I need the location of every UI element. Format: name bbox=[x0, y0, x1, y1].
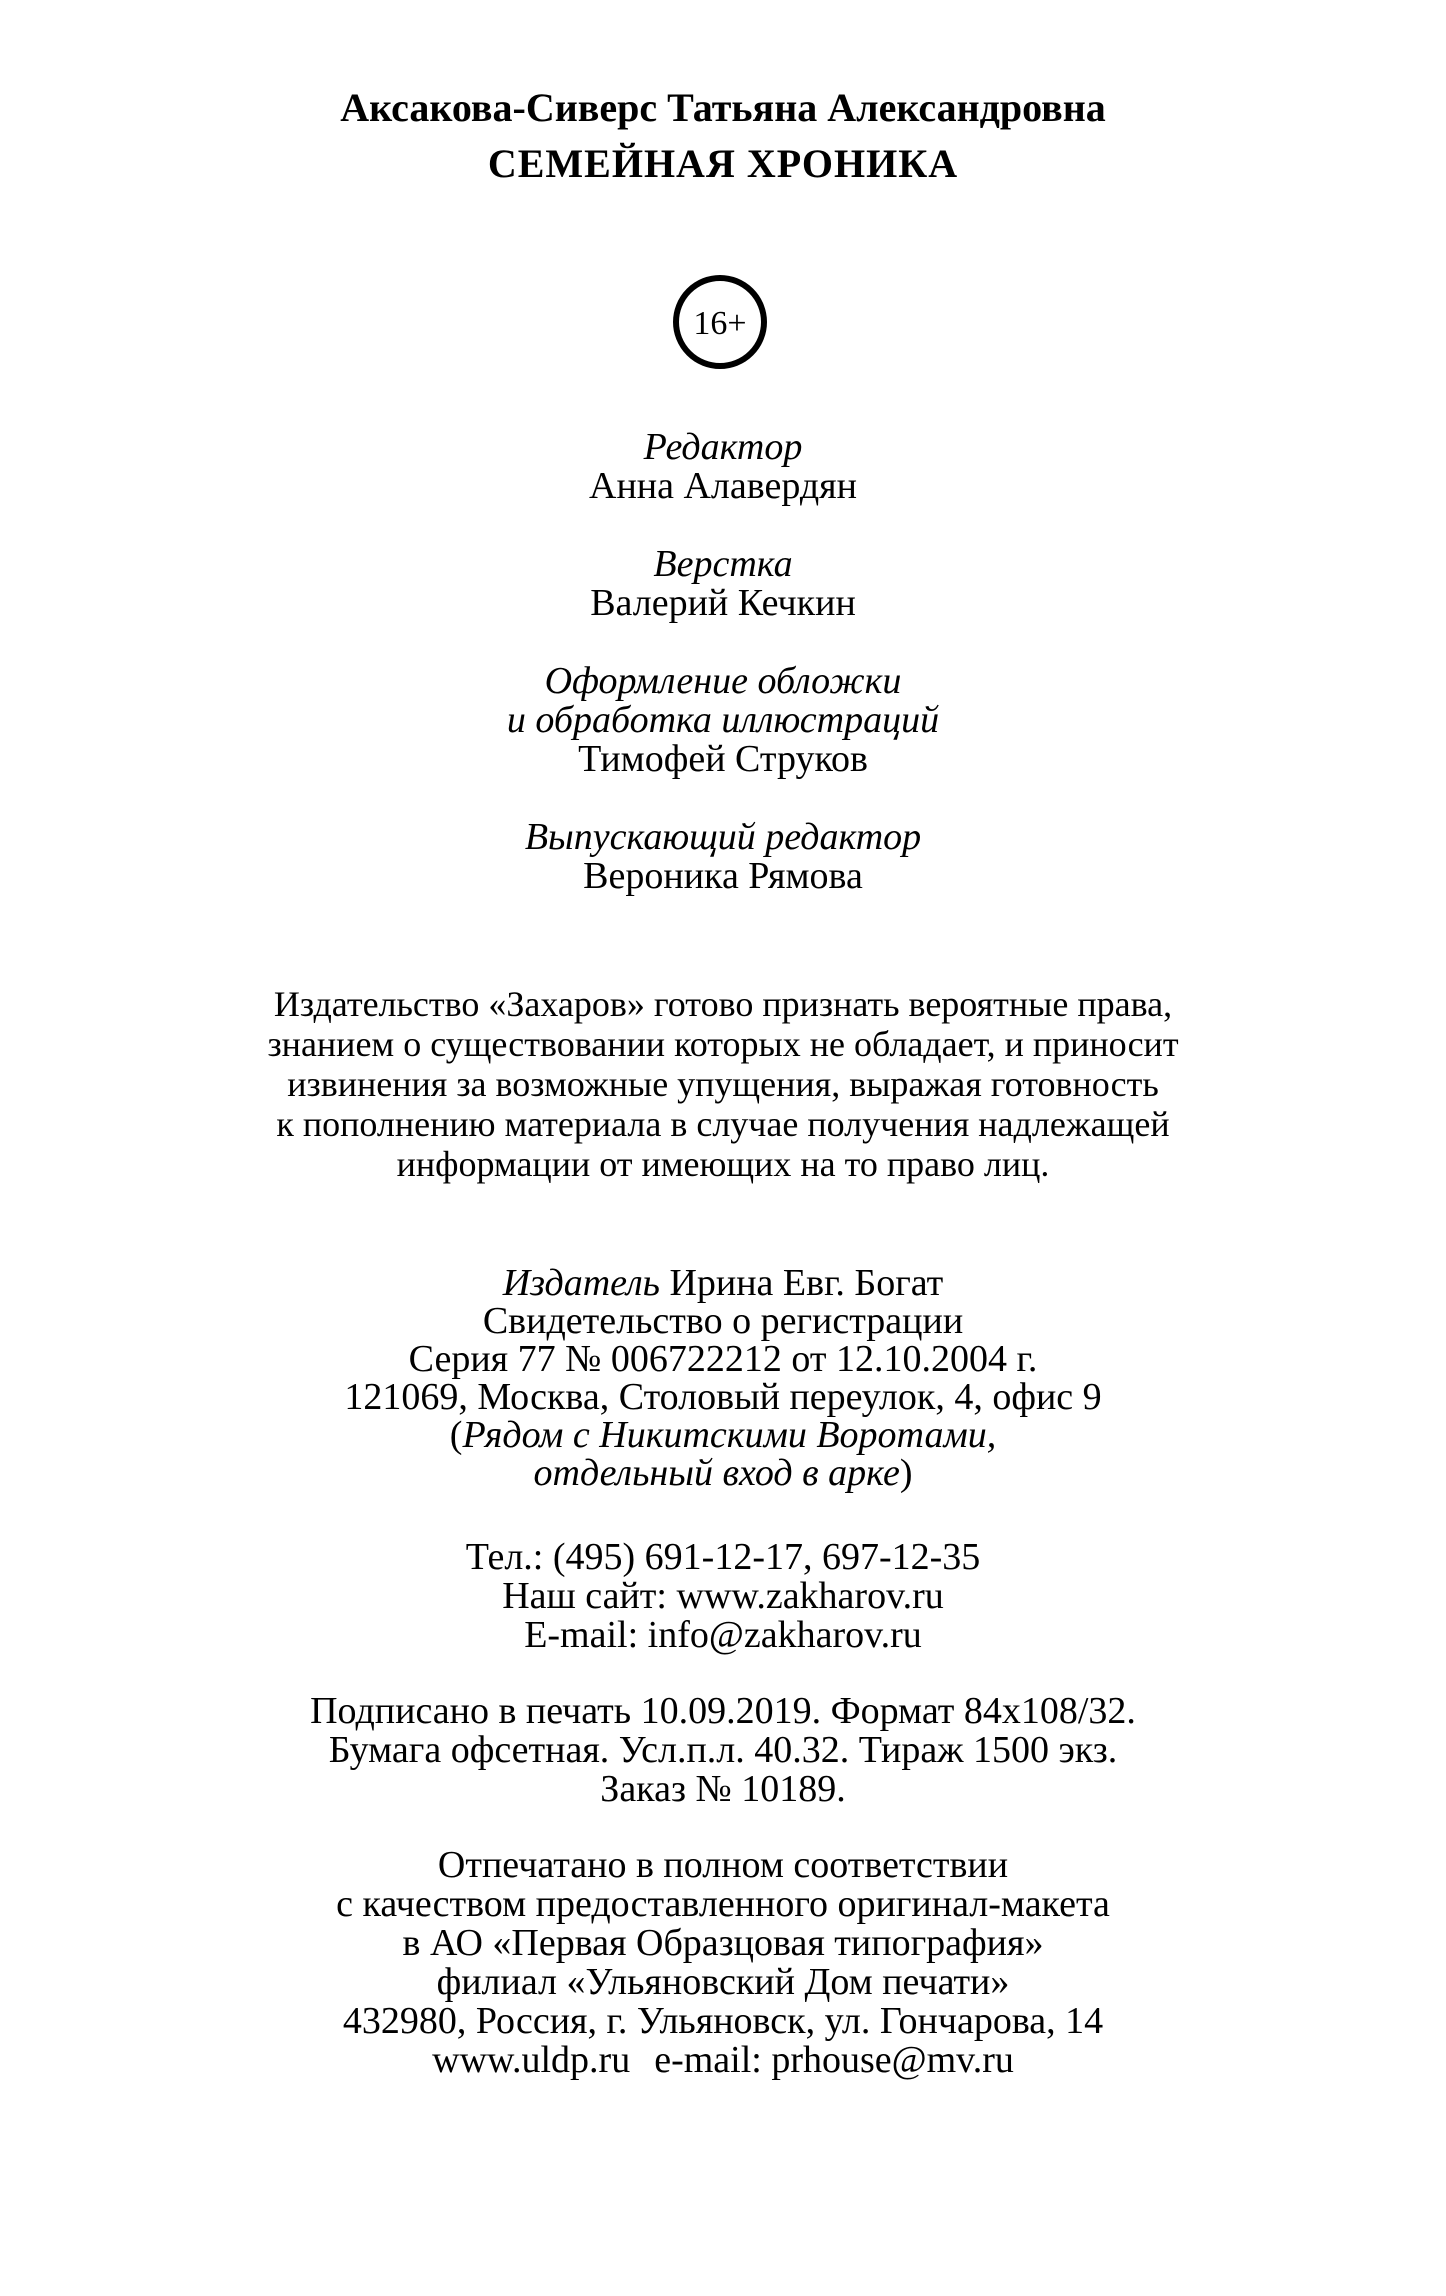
publisher-info bbox=[0, 1264, 1446, 1492]
note-line-2: отдельный вход в арке bbox=[533, 1452, 900, 1494]
credit-layout bbox=[0, 545, 1446, 623]
website-line: Наш сайт: www.zakharov.ru bbox=[502, 1575, 944, 1617]
disclaimer-line: к пополнению материала в случае получения надлежащей bbox=[276, 1104, 1170, 1144]
printer-website: www.uldp.ru bbox=[432, 2039, 631, 2081]
credit-role: Верстка bbox=[653, 543, 793, 585]
note-line-1: Рядом с Никитскими Воротами, bbox=[462, 1414, 997, 1456]
credit-managing-editor bbox=[0, 818, 1446, 896]
age-rating-text: 16+ bbox=[693, 305, 747, 342]
address-note bbox=[0, 1416, 1446, 1454]
printer-address: 432980, Россия, г. Ульяновск, ул. Гончарова, 14 bbox=[342, 2000, 1104, 2042]
phone-line: Тел.: (495) 691-12-17, 697-12-35 bbox=[465, 1536, 981, 1578]
credits-section bbox=[0, 428, 1446, 935]
credit-name: Тимофей Струков bbox=[578, 738, 868, 780]
printer-info bbox=[0, 1846, 1446, 2080]
credit-role: Выпускающий редактор bbox=[524, 816, 922, 858]
print-signed-line: Подписано в печать 10.09.2019. Формат 84х108/32. bbox=[310, 1690, 1136, 1732]
rights-disclaimer bbox=[170, 984, 1276, 1184]
publisher-contacts bbox=[0, 1538, 1446, 1655]
author-name: Аксакова-Сиверс Татьяна Александровна bbox=[340, 85, 1106, 130]
age-rating-circle-icon bbox=[670, 272, 770, 372]
note-open-paren: ( bbox=[449, 1414, 463, 1456]
credit-name: Анна Алавердян bbox=[589, 465, 857, 507]
printer-line: Отпечатано в полном соответствии bbox=[437, 1844, 1009, 1886]
order-line: Заказ № 10189. bbox=[600, 1768, 846, 1810]
note-close-paren: ) bbox=[899, 1452, 913, 1494]
publisher-label: Издатель bbox=[502, 1262, 660, 1304]
disclaimer-line: Издательство «Захаров» готово признать вероятные права, bbox=[273, 984, 1173, 1024]
credit-role: Оформление обложки bbox=[544, 660, 902, 702]
printer-web-line bbox=[0, 2041, 1446, 2080]
registration-series: Серия 77 № 006722212 от 12.10.2004 г. bbox=[408, 1338, 1038, 1380]
age-rating-badge bbox=[670, 272, 770, 372]
credit-editor bbox=[0, 428, 1446, 506]
credit-name: Вероника Рямова bbox=[583, 855, 863, 897]
registration-line: Свидетельство о регистрации bbox=[482, 1300, 964, 1342]
disclaimer-line: знанием о существовании которых не обладает, и приносит bbox=[267, 1024, 1179, 1064]
credit-role: и обработка иллюстраций bbox=[506, 699, 940, 741]
credit-cover-design bbox=[0, 662, 1446, 779]
publisher-line bbox=[0, 1264, 1446, 1302]
disclaimer-line: информации от имеющих на то право лиц. bbox=[396, 1144, 1050, 1184]
credit-role: Редактор bbox=[643, 426, 803, 468]
printer-line: в АО «Первая Образцовая типография» bbox=[402, 1922, 1044, 1964]
printer-email: e-mail: prhouse@mv.ru bbox=[654, 2039, 1014, 2081]
credit-name: Валерий Кечкин bbox=[590, 582, 856, 624]
publisher-name: Ирина Евг. Богат bbox=[669, 1262, 944, 1304]
email-line: E-mail: info@zakharov.ru bbox=[524, 1614, 922, 1656]
address-note bbox=[0, 1454, 1446, 1492]
publisher-address: 121069, Москва, Столовый переулок, 4, офис 9 bbox=[344, 1376, 1102, 1418]
paper-line: Бумага офсетная. Усл.п.л. 40.32. Тираж 1500 экз. bbox=[328, 1729, 1118, 1771]
book-title: СЕМЕЙНАЯ ХРОНИКА bbox=[487, 141, 959, 186]
print-details bbox=[0, 1692, 1446, 1809]
printer-line: филиал «Ульяновский Дом печати» bbox=[436, 1961, 1010, 2003]
printer-line: с качеством предоставленного оригинал-макета bbox=[336, 1883, 1110, 1925]
disclaimer-line: извинения за возможные упущения, выражая готовность bbox=[287, 1064, 1159, 1104]
